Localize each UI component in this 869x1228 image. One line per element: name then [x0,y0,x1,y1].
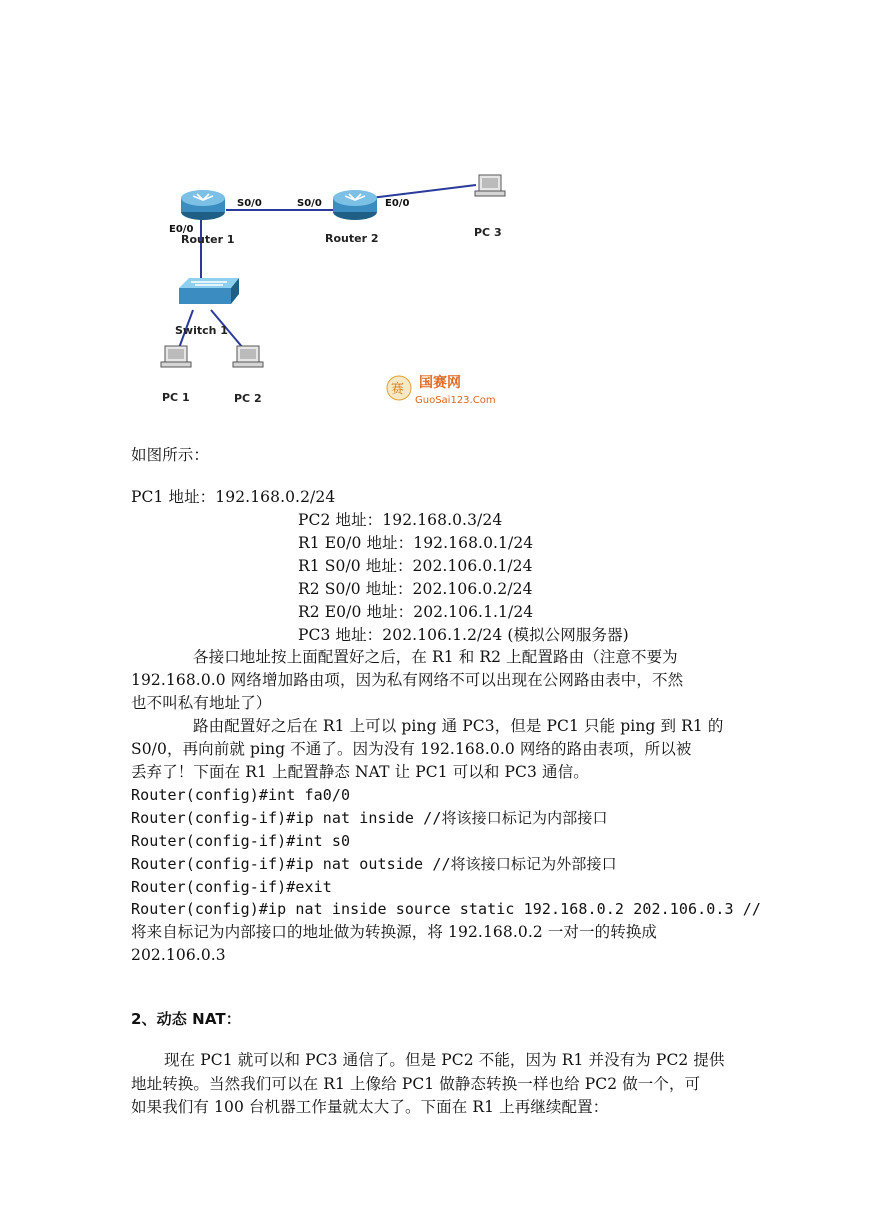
command-6-comment-end: 202.106.0.3 [131,946,226,964]
r1-s0-address: R1 S0/0 地址：202.106.0.1/24 [298,557,533,575]
r1-e0-address: R1 E0/0 地址：192.168.0.1/24 [298,534,534,552]
watermark-cn: 国赛网 [419,375,461,391]
router-2-label: Router 2 [325,232,379,245]
command-6: Router(config)#ip nat inside source static 192.168.0.2 202.106.0.3 // [131,900,762,918]
command-6-comment: 将来自标记为内部接口的地址做为转换源，将 192.168.0.2 一对一的转换成 [131,923,658,941]
section-heading-dynamic-nat: 2、动态 NAT： [131,1010,241,1028]
r2-s0-label: S0/0 [297,198,322,209]
paragraph-routing-line3: 也不叫私有地址了） [131,694,272,712]
paragraph-routing-line1: 各接口地址按上面配置好之后，在 R1 和 R2 上配置路由（注意不要为 [193,648,678,666]
topology-svg [131,160,551,415]
pc2-address: PC2 地址：192.168.0.3/24 [298,511,503,529]
network-topology-diagram [131,160,551,415]
paragraph-dynamic-line1: 现在 PC1 就可以和 PC3 通信了。但是 PC2 不能，因为 R1 并没有为 PC2 提供 [164,1051,725,1069]
paragraph-ping-line1: 路由配置好之后在 R1 上可以 ping 通 PC3，但是 PC1 只能 ping 到 R1 的 [193,717,724,735]
switch-1-label: Switch 1 [175,324,228,337]
pc-2-label: PC 2 [234,392,262,405]
r2-e0-label: E0/0 [385,198,410,209]
r1-e0-label: E0/0 [169,224,194,235]
pc-2-icon [233,346,263,367]
command-1: Router(config)#int fa0/0 [131,786,351,804]
paragraph-routing-line2: 192.168.0.0 网络增加路由项，因为私有网络不可以出现在公网路由表中，不然 [131,671,684,689]
r1-s0-label: S0/0 [237,198,262,209]
figure-caption: 如图所示： [131,446,210,464]
router-2-icon [333,190,377,220]
pc-3-label: PC 3 [474,226,502,239]
r2-e0-address: R2 E0/0 地址：202.106.1.1/24 [298,603,534,621]
watermark-glyph: 赛 [391,382,405,397]
pc3-address: PC3 地址：202.106.1.2/24 (模拟公网服务器) [298,626,629,644]
watermark-en: GuoSai123.Com [415,395,496,406]
router-1-icon [181,190,225,220]
paragraph-ping-line2: S0/0，再向前就 ping 不通了。因为没有 192.168.0.0 网络的路由表项，所以被 [131,740,692,758]
paragraph-dynamic-line3: 如果我们有 100 台机器工作量就太大了。下面在 R1 上再继续配置： [131,1098,609,1116]
pc-3-icon [475,175,505,196]
paragraph-dynamic-line2: 地址转换。当然我们可以在 R1 上像给 PC1 做静态转换一样也给 PC2 做一个，可 [131,1075,701,1093]
watermark-logo [387,374,496,406]
r2-s0-address: R2 S0/0 地址：202.106.0.2/24 [298,580,533,598]
command-5: Router(config-if)#exit [131,878,332,896]
link-r2-pc3 [371,185,476,198]
switch-1-icon [179,278,239,304]
command-3: Router(config-if)#int s0 [131,832,351,850]
paragraph-ping-line3: 丢弃了！下面在 R1 上配置静态 NAT 让 PC1 可以和 PC3 通信。 [131,763,589,781]
router-1-label: Router 1 [181,233,235,246]
command-2: Router(config-if)#ip nat inside //将该接口标记为内部接口 [131,809,608,827]
pc-1-label: PC 1 [162,391,190,404]
pc1-address: PC1 地址：192.168.0.2/24 [131,488,336,506]
command-4: Router(config-if)#ip nat outside //将该接口标记为外部接口 [131,855,617,873]
pc-1-icon [161,346,191,367]
